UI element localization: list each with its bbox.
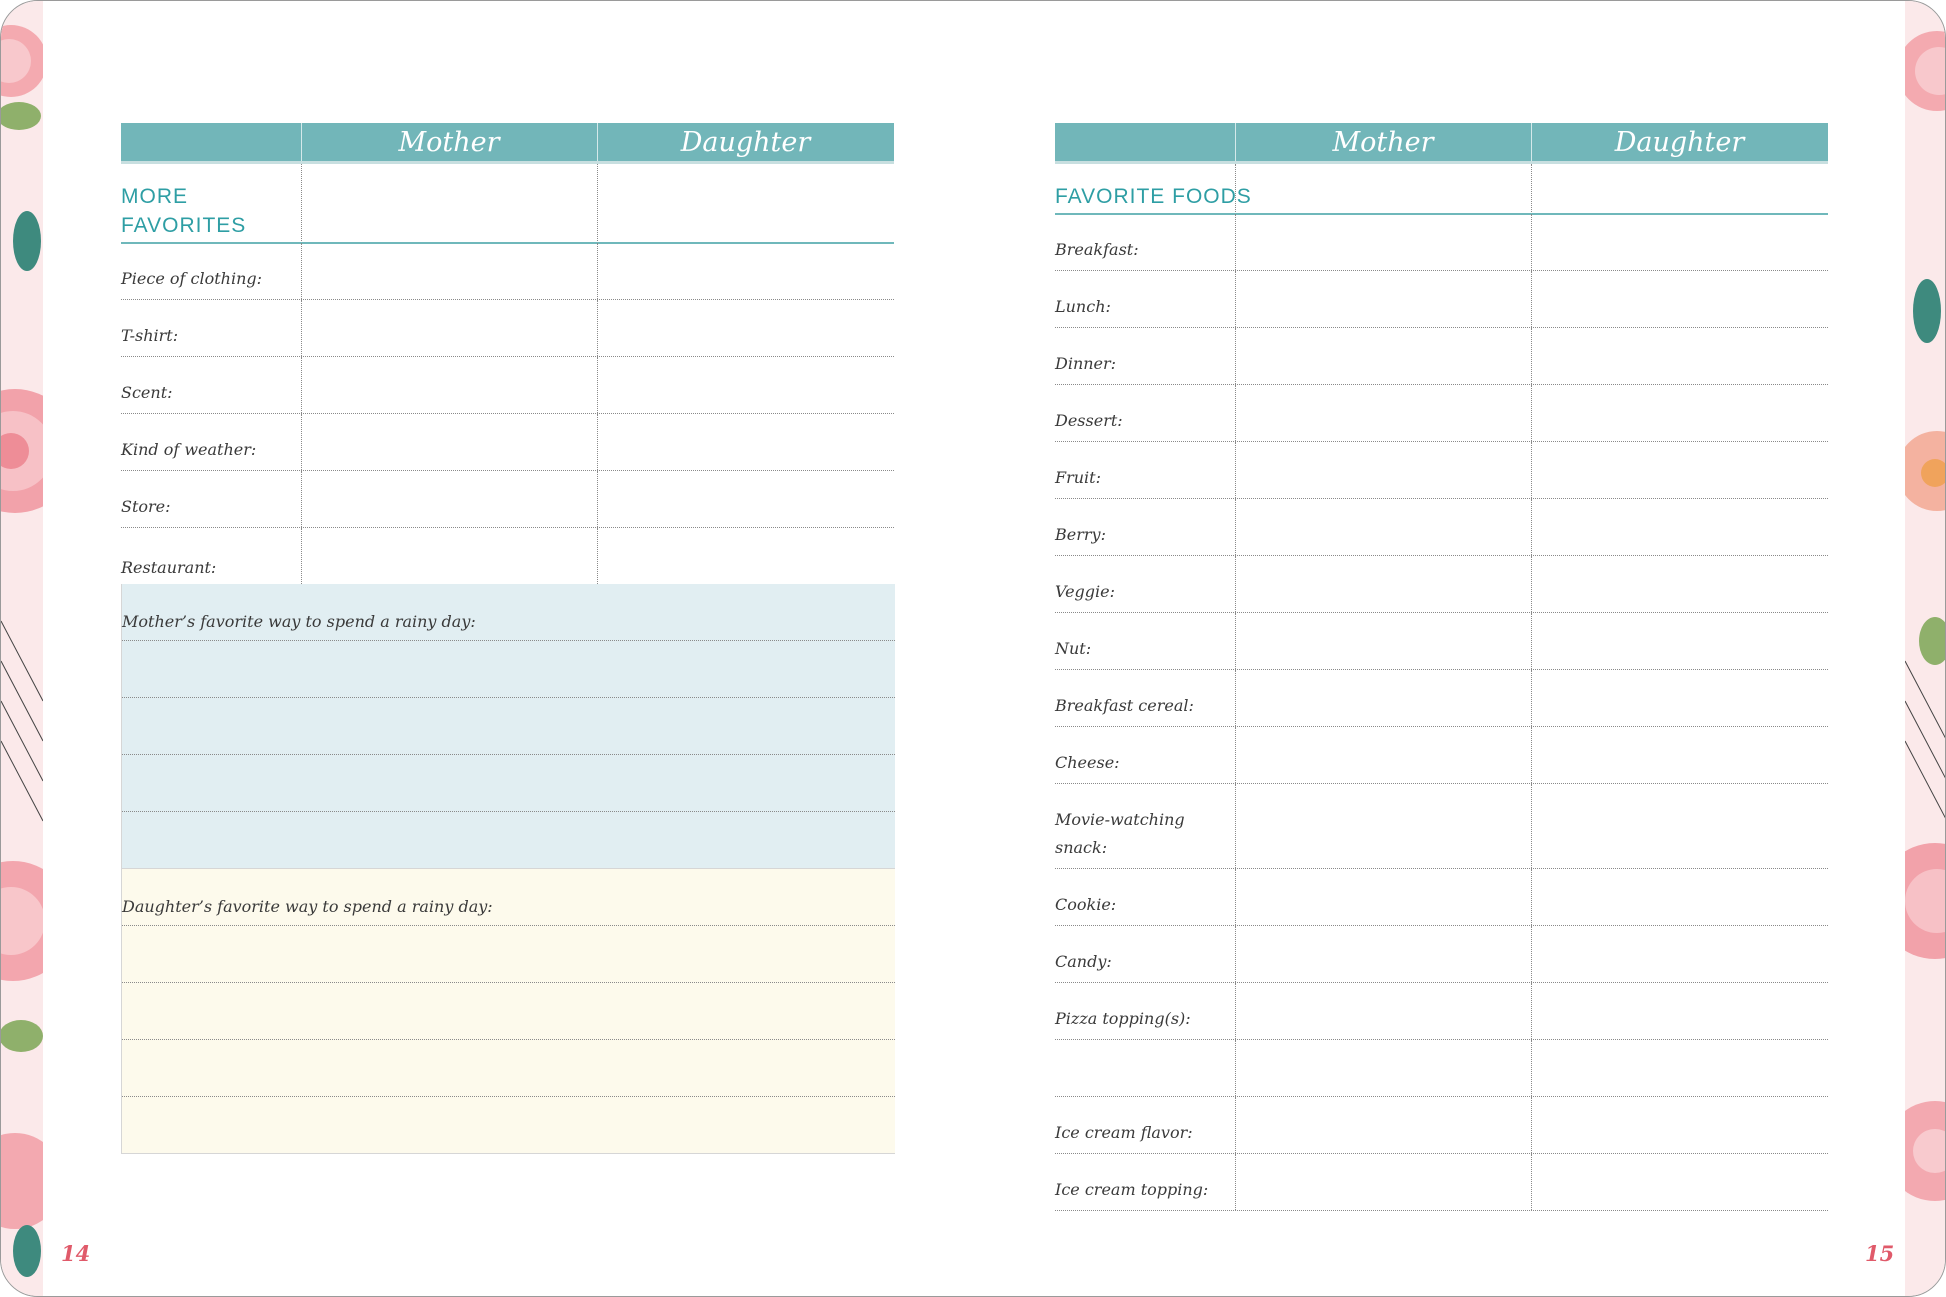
mother-column-heading: Mother (1332, 127, 1434, 158)
row-label: Veggie: (1055, 582, 1116, 601)
table-row (1055, 926, 1828, 983)
writing-line (122, 926, 895, 983)
row-label: Ice cream topping: (1055, 1180, 1209, 1199)
row-label: Pizza topping(s): (1055, 1009, 1191, 1028)
page-number-right: 15 (1865, 1241, 1895, 1266)
table-row (121, 357, 894, 414)
table-row (121, 471, 894, 528)
table-row (1055, 869, 1828, 926)
writing-line (122, 812, 895, 868)
page-number-left: 14 (61, 1241, 91, 1266)
daughter-rainy-day-box (121, 869, 895, 1154)
row-label: Lunch: (1055, 297, 1111, 316)
row-label: Breakfast: (1055, 240, 1139, 259)
table-header (121, 123, 894, 164)
table-row (1055, 613, 1828, 670)
table-row (1055, 1040, 1828, 1097)
section-row (1055, 164, 1828, 214)
section-title-line2: FAVORITES (121, 214, 247, 237)
row-label: Store: (121, 497, 171, 516)
writing-line (122, 1097, 895, 1153)
daughter-rainy-day-prompt: Daughter’s favorite way to spend a rainy day: (122, 897, 493, 916)
writing-line (122, 698, 895, 755)
row-label: Breakfast cereal: (1055, 696, 1194, 715)
writing-line (122, 641, 895, 698)
row-label: Dessert: (1055, 411, 1123, 430)
section-row (121, 164, 894, 243)
writing-line (122, 755, 895, 812)
table-row (1055, 385, 1828, 442)
row-label: Cookie: (1055, 895, 1117, 914)
mother-column-heading: Mother (398, 127, 500, 158)
row-label: Ice cream flavor: (1055, 1123, 1193, 1142)
row-label: Kind of weather: (121, 440, 257, 459)
row-label: Nut: (1055, 639, 1092, 658)
writing-line (122, 983, 895, 1040)
table-header (1055, 123, 1828, 164)
table-row (1055, 499, 1828, 556)
row-label: Berry: (1055, 525, 1106, 544)
table-row (121, 243, 894, 300)
table-row (1055, 670, 1828, 727)
row-label: Piece of clothing: (121, 269, 263, 288)
row-label: Scent: (121, 383, 173, 402)
mother-rainy-day-box (121, 584, 895, 869)
floral-border-right (1905, 1, 1946, 1297)
row-label: Candy: (1055, 952, 1112, 971)
table-row (1055, 727, 1828, 784)
row-label: T-shirt: (121, 326, 179, 345)
row-label-continued: snack: (1055, 838, 1108, 857)
table-row (1055, 784, 1828, 869)
section-title: FAVORITE FOODS (1055, 185, 1252, 208)
favorite-foods-table (1055, 123, 1828, 1211)
table-row (1055, 983, 1828, 1040)
writing-line (122, 1040, 895, 1097)
more-favorites-table (121, 123, 894, 1154)
table-row (1055, 271, 1828, 328)
table-row (1055, 1097, 1828, 1154)
table-row (121, 300, 894, 357)
row-label: Fruit: (1055, 468, 1101, 487)
mother-rainy-day-prompt: Mother’s favorite way to spend a rainy day: (122, 612, 476, 631)
row-label: Cheese: (1055, 753, 1120, 772)
table-row (1055, 328, 1828, 385)
floral-border-left (1, 1, 43, 1297)
table-row (1055, 214, 1828, 271)
table-row (121, 528, 894, 584)
daughter-column-heading: Daughter (680, 127, 811, 158)
table-row (121, 414, 894, 471)
table-row (1055, 556, 1828, 613)
row-label: Dinner: (1055, 354, 1117, 373)
row-label: Restaurant: (121, 558, 217, 577)
table-row (1055, 442, 1828, 499)
daughter-column-heading: Daughter (1614, 127, 1745, 158)
table-row (1055, 1154, 1828, 1211)
row-label: Movie-watching (1055, 810, 1185, 829)
section-title-line1: MORE (121, 185, 188, 208)
